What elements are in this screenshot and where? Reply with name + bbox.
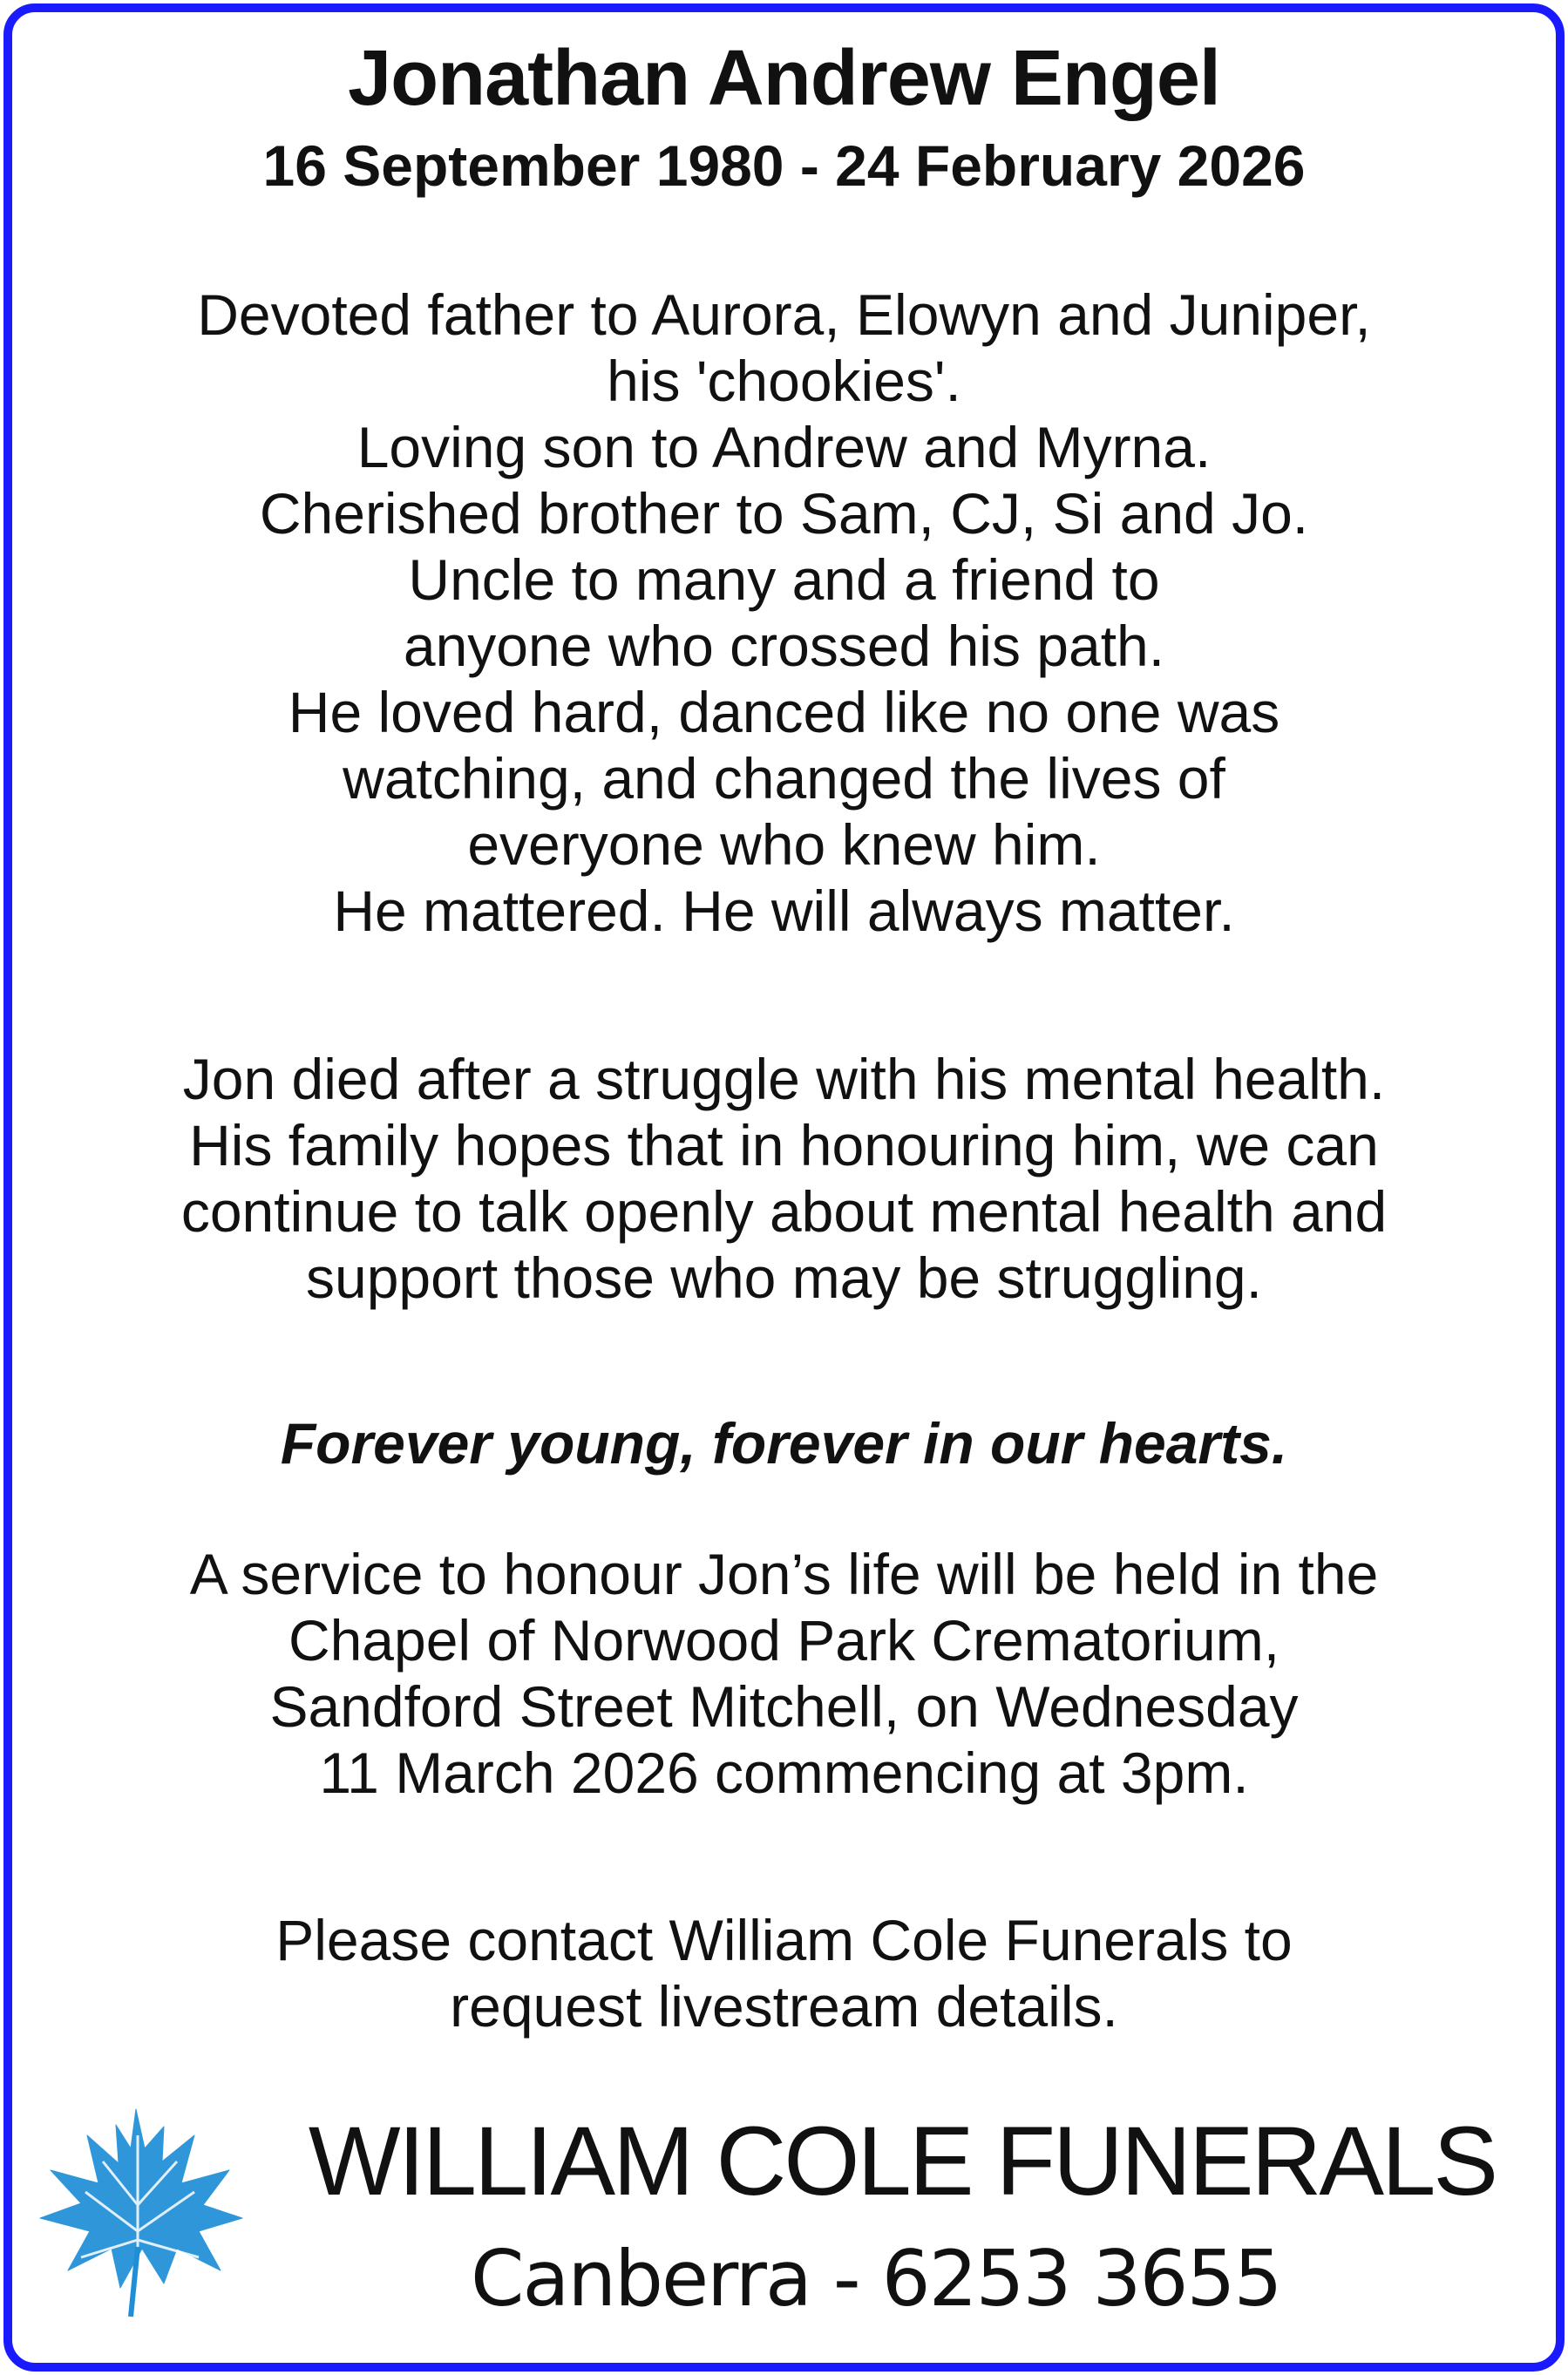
tribute-paragraph bbox=[26, 282, 1542, 944]
service-line: Chapel of Norwood Park Crematorium, bbox=[288, 1608, 1280, 1673]
funeral-company-name: WILLIAM COLE FUNERALS bbox=[308, 2107, 1497, 2216]
mental-health-paragraph bbox=[26, 1046, 1542, 1311]
maple-leaf-icon bbox=[33, 2100, 247, 2318]
mental-health-line: continue to talk openly about mental health and bbox=[180, 1179, 1388, 1244]
mental-health-line: support those who may be struggling. bbox=[306, 1245, 1262, 1310]
tribute-line: anyone who crossed his path. bbox=[403, 614, 1165, 678]
service-line: Sandford Street Mitchell, on Wednesday bbox=[269, 1674, 1299, 1739]
funeral-company-phone: Canberra - 6253 3655 bbox=[471, 2234, 1281, 2324]
tribute-line: everyone who knew him. bbox=[467, 812, 1101, 877]
tribute-line: Cherished brother to Sam, CJ, Si and Jo. bbox=[259, 481, 1309, 546]
mental-health-line: His family hopes that in honouring him, we can bbox=[189, 1113, 1379, 1177]
tribute-line: He mattered. He will always matter. bbox=[333, 879, 1235, 943]
service-details bbox=[26, 1541, 1542, 1806]
deceased-name: Jonathan Andrew Engel bbox=[348, 35, 1220, 122]
tribute-line: his 'chookies'. bbox=[607, 349, 961, 413]
service-line: 11 March 2026 commencing at 3pm. bbox=[319, 1741, 1249, 1805]
contact-line: Please contact William Cole Funerals to bbox=[275, 1908, 1293, 1972]
tribute-line: Devoted father to Aurora, Elowyn and Juniper, bbox=[197, 282, 1371, 347]
tribute-line: He loved hard, danced like no one was bbox=[288, 680, 1280, 744]
tribute-line: Uncle to many and a friend to bbox=[408, 547, 1160, 612]
mental-health-line: Jon died after a struggle with his mental health. bbox=[182, 1047, 1386, 1111]
service-line: A service to honour Jon’s life will be held in the bbox=[189, 1542, 1379, 1606]
memorial-motto: Forever young, forever in our hearts. bbox=[280, 1411, 1288, 1476]
contact-details bbox=[26, 1907, 1542, 2039]
contact-line: request livestream details. bbox=[450, 1974, 1118, 2039]
tribute-line: watching, and changed the lives of bbox=[343, 746, 1225, 811]
life-dates: 16 September 1980 - 24 February 2026 bbox=[262, 133, 1306, 198]
tribute-line: Loving son to Andrew and Myrna. bbox=[356, 415, 1212, 479]
